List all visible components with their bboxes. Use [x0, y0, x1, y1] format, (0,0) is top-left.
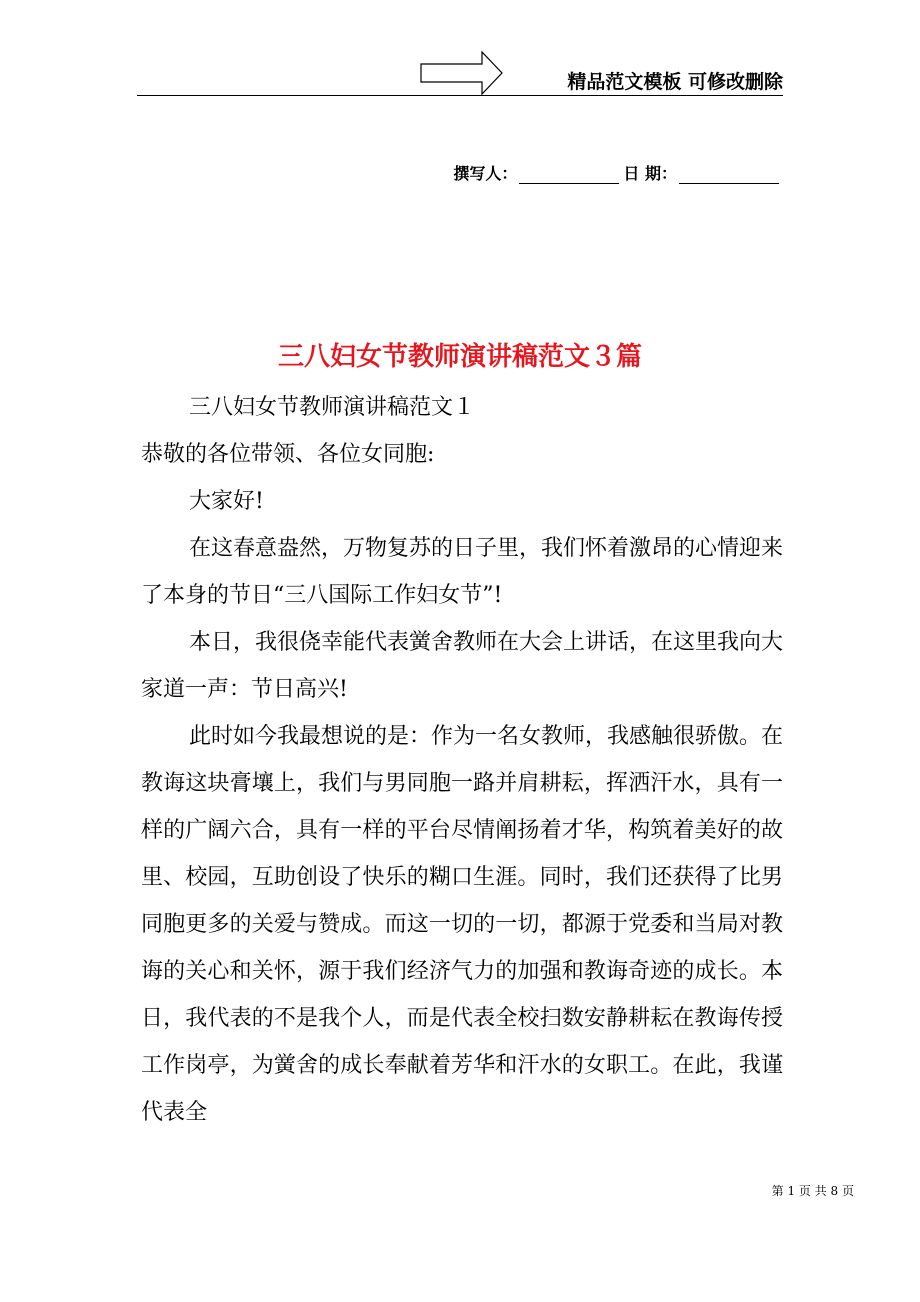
greeting-paragraph: 大家好!	[189, 489, 264, 514]
body-paragraph: 在这春意盎然，万物复苏的日子里，我们怀着激昂的心情迎来了本身的节日“三八国际工作妇女节”!	[141, 536, 784, 608]
page-footer: 第 1 页 共 8 页	[771, 1184, 854, 1198]
author-date-line	[453, 161, 783, 184]
author-blank	[519, 165, 619, 184]
header-divider	[137, 95, 783, 96]
document-body	[141, 384, 783, 1136]
date-label: 日 期：	[623, 164, 677, 183]
page-header	[137, 50, 783, 96]
body-paragraph: 本日，我很侥幸能代表黉舍教师在大会上讲话，在这里我向大家道一声：节日高兴!	[141, 630, 784, 702]
salutation-paragraph: 恭敬的各位带领、各位女同胞:	[141, 442, 435, 467]
subtitle-paragraph: 三八妇女节教师演讲稿范文１	[189, 395, 476, 420]
header-text: 精品范文模板 可修改删除	[567, 71, 783, 93]
author-label: 撰写人：	[453, 164, 518, 183]
date-blank	[679, 165, 779, 184]
right-arrow-icon	[420, 50, 504, 96]
body-paragraph: 此时如今我最想说的是：作为一名女教师，我感触很骄傲。在教诲这块膏壤上，我们与男同胞一路并肩耕耘，挥洒汗水，具有一样的广阔六合，具有一样的平台尽情阐扬着才华，构筑着美好的故里、校园，互助创设了快乐的糊口生涯。同时，我们还获得了比男同胞更多的关爱与赞成。而这一切的一切，都源于党委和当局对教诲的关心和关怀，源于我们经济气力的加强和教诲奇迹的成长。本日，我代表的不是我个人，而是代表全校扫数安静耕耘在教诲传授工作岗亭，为黉舍的成长奉献着芳华和汗水的女职工。在此，我谨代表全	[141, 724, 784, 1125]
document-title: 三八妇女节教师演讲稿范文３篇	[277, 342, 642, 372]
